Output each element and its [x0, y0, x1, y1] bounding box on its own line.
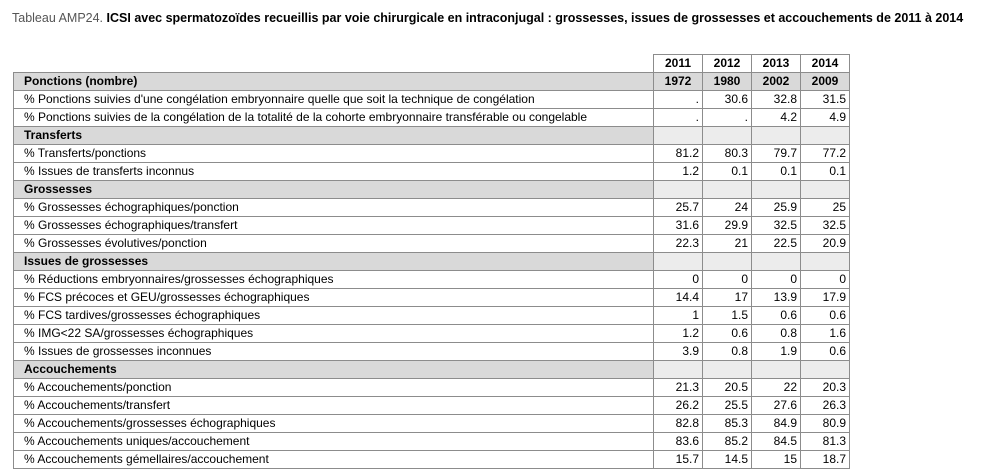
- value-cell: 22.3: [654, 235, 703, 253]
- value-cell: 0: [752, 271, 801, 289]
- row-label: % Accouchements gémellaires/accouchement: [14, 451, 654, 469]
- section-heading: Grossesses: [14, 181, 654, 199]
- table-row: [14, 379, 850, 397]
- table-row: [14, 91, 850, 109]
- value-cell: 22: [752, 379, 801, 397]
- total-row: [14, 73, 850, 91]
- value-cell: 31.5: [801, 91, 850, 109]
- caption-label: Tableau AMP24.: [12, 11, 104, 25]
- table-row: [14, 307, 850, 325]
- data-table: [13, 54, 850, 469]
- value-cell: 32.5: [752, 217, 801, 235]
- row-label: % Accouchements/ponction: [14, 379, 654, 397]
- section-heading: Accouchements: [14, 361, 654, 379]
- row-label: % Accouchements/grossesses échographiques: [14, 415, 654, 433]
- section-empty-cell: [703, 127, 752, 145]
- value-cell: 27.6: [752, 397, 801, 415]
- value-cell: 83.6: [654, 433, 703, 451]
- value-cell: 80.9: [801, 415, 850, 433]
- value-cell: 84.5: [752, 433, 801, 451]
- value-cell: 14.4: [654, 289, 703, 307]
- value-cell: 1.2: [654, 325, 703, 343]
- value-cell: 77.2: [801, 145, 850, 163]
- value-cell: 0.1: [703, 163, 752, 181]
- table-row: [14, 325, 850, 343]
- table-row: [14, 235, 850, 253]
- value-cell: 0.6: [801, 307, 850, 325]
- value-cell: 85.2: [703, 433, 752, 451]
- value-cell: 0: [654, 271, 703, 289]
- value-cell: 85.3: [703, 415, 752, 433]
- value-cell: 24: [703, 199, 752, 217]
- section-empty-cell: [703, 361, 752, 379]
- section-row: [14, 253, 850, 271]
- row-label: % Grossesses évolutives/ponction: [14, 235, 654, 253]
- row-label: % Grossesses échographiques/ponction: [14, 199, 654, 217]
- table-row: [14, 397, 850, 415]
- table-row: [14, 109, 850, 127]
- value-cell: 4.9: [801, 109, 850, 127]
- value-cell: 1.5: [703, 307, 752, 325]
- table-row: [14, 343, 850, 361]
- row-label: % Issues de transferts inconnus: [14, 163, 654, 181]
- value-cell: 25.5: [703, 397, 752, 415]
- value-cell: 13.9: [752, 289, 801, 307]
- value-cell: 1: [654, 307, 703, 325]
- section-empty-cell: [801, 127, 850, 145]
- section-empty-cell: [703, 253, 752, 271]
- value-cell: 84.9: [752, 415, 801, 433]
- row-label: Ponctions (nombre): [14, 73, 654, 91]
- year-header: 2013: [752, 55, 801, 73]
- section-empty-cell: [752, 127, 801, 145]
- value-cell: 21.3: [654, 379, 703, 397]
- value-cell: 79.7: [752, 145, 801, 163]
- value-cell: 0.1: [752, 163, 801, 181]
- value-cell: .: [654, 91, 703, 109]
- value-cell: 0: [801, 271, 850, 289]
- section-empty-cell: [654, 127, 703, 145]
- value-cell: 21: [703, 235, 752, 253]
- value-cell: 82.8: [654, 415, 703, 433]
- caption-text: ICSI avec spermatozoïdes recueillis par voie chirurgicale en intraconjugal : grossesses, issues de grossesses et accouchements de 2011 à 2014: [106, 11, 964, 25]
- value-cell: 31.6: [654, 217, 703, 235]
- value-cell: 4.2: [752, 109, 801, 127]
- section-empty-cell: [801, 181, 850, 199]
- value-cell: 32.5: [801, 217, 850, 235]
- value-cell: 25.9: [752, 199, 801, 217]
- value-cell: 0.8: [703, 343, 752, 361]
- section-row: [14, 361, 850, 379]
- value-cell: 17: [703, 289, 752, 307]
- section-empty-cell: [752, 253, 801, 271]
- total-value: 2002: [752, 73, 801, 91]
- value-cell: 20.9: [801, 235, 850, 253]
- value-cell: .: [654, 109, 703, 127]
- row-label: % Transferts/ponctions: [14, 145, 654, 163]
- year-header: 2011: [654, 55, 703, 73]
- section-row: [14, 181, 850, 199]
- row-label: % Ponctions suivies de la congélation de la totalité de la cohorte embryonnaire transférable ou congelable: [14, 109, 654, 127]
- value-cell: 81.2: [654, 145, 703, 163]
- value-cell: 0.6: [801, 343, 850, 361]
- row-label: % FCS précoces et GEU/grossesses échographiques: [14, 289, 654, 307]
- value-cell: 0: [703, 271, 752, 289]
- table-row: [14, 433, 850, 451]
- row-label: % Accouchements/transfert: [14, 397, 654, 415]
- total-value: 1972: [654, 73, 703, 91]
- table-row: [14, 163, 850, 181]
- value-cell: 15.7: [654, 451, 703, 469]
- value-cell: 18.7: [801, 451, 850, 469]
- year-header: 2014: [801, 55, 850, 73]
- row-label: % IMG<22 SA/grossesses échographiques: [14, 325, 654, 343]
- section-empty-cell: [752, 181, 801, 199]
- table-row: [14, 217, 850, 235]
- row-label: % Issues de grossesses inconnues: [14, 343, 654, 361]
- table-row: [14, 415, 850, 433]
- value-cell: 3.9: [654, 343, 703, 361]
- value-cell: 81.3: [801, 433, 850, 451]
- value-cell: 15: [752, 451, 801, 469]
- section-empty-cell: [654, 253, 703, 271]
- value-cell: 1.2: [654, 163, 703, 181]
- table-caption: [12, 10, 976, 26]
- section-empty-cell: [703, 181, 752, 199]
- value-cell: 26.2: [654, 397, 703, 415]
- year-header: 2012: [703, 55, 752, 73]
- value-cell: 26.3: [801, 397, 850, 415]
- value-cell: 22.5: [752, 235, 801, 253]
- section-empty-cell: [801, 253, 850, 271]
- section-empty-cell: [654, 181, 703, 199]
- table-row: [14, 271, 850, 289]
- table-row: [14, 199, 850, 217]
- value-cell: 25.7: [654, 199, 703, 217]
- value-cell: .: [703, 109, 752, 127]
- value-cell: 0.8: [752, 325, 801, 343]
- value-cell: 29.9: [703, 217, 752, 235]
- total-value: 1980: [703, 73, 752, 91]
- value-cell: 20.3: [801, 379, 850, 397]
- section-heading: Transferts: [14, 127, 654, 145]
- value-cell: 80.3: [703, 145, 752, 163]
- section-row: [14, 127, 850, 145]
- section-empty-cell: [752, 361, 801, 379]
- section-empty-cell: [654, 361, 703, 379]
- value-cell: 32.8: [752, 91, 801, 109]
- row-label: % Ponctions suivies d'une congélation embryonnaire quelle que soit la technique de congélation: [14, 91, 654, 109]
- value-cell: 30.6: [703, 91, 752, 109]
- row-label: % Accouchements uniques/accouchement: [14, 433, 654, 451]
- value-cell: 0.6: [703, 325, 752, 343]
- table-row: [14, 451, 850, 469]
- value-cell: 17.9: [801, 289, 850, 307]
- value-cell: 20.5: [703, 379, 752, 397]
- row-label: % Réductions embryonnaires/grossesses échographiques: [14, 271, 654, 289]
- value-cell: 0.6: [752, 307, 801, 325]
- section-heading: Issues de grossesses: [14, 253, 654, 271]
- row-label: % FCS tardives/grossesses échographiques: [14, 307, 654, 325]
- value-cell: 25: [801, 199, 850, 217]
- value-cell: 0.1: [801, 163, 850, 181]
- value-cell: 1.6: [801, 325, 850, 343]
- row-label: % Grossesses échographiques/transfert: [14, 217, 654, 235]
- value-cell: 14.5: [703, 451, 752, 469]
- header-blank-cell: [14, 55, 654, 73]
- table-row: [14, 289, 850, 307]
- year-header-row: [14, 55, 850, 73]
- table-row: [14, 145, 850, 163]
- section-empty-cell: [801, 361, 850, 379]
- value-cell: 1.9: [752, 343, 801, 361]
- total-value: 2009: [801, 73, 850, 91]
